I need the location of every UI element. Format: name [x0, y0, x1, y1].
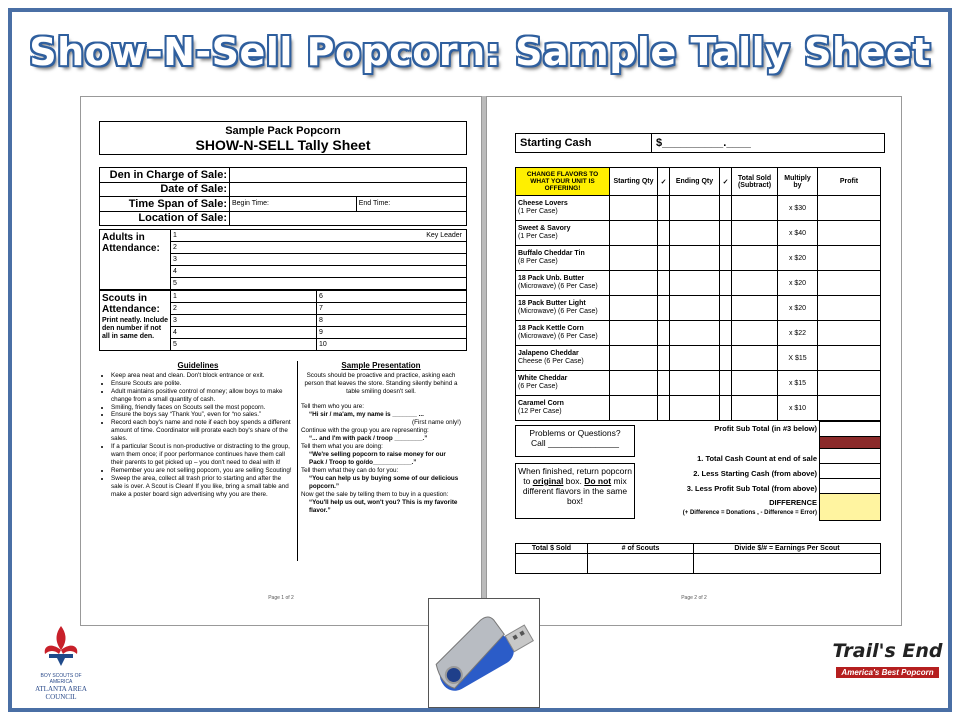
presentation-step: Tell them what you are doing: — [301, 443, 383, 450]
presentation-step: Continue with the group you are representing: — [301, 427, 429, 434]
guidelines — [103, 362, 293, 498]
scouts-count-field[interactable] — [588, 554, 694, 574]
adult-row-5[interactable]: 5 — [170, 278, 466, 290]
sample-presentation — [301, 362, 461, 515]
presentation-quote: “You can help us by buying some of our delicious popcorn.” — [309, 475, 459, 490]
presentation-title: Sample Presentation — [341, 361, 421, 370]
brand-name: Trail's End — [832, 640, 943, 662]
tally-sheet-page-1 — [80, 96, 482, 626]
brand-tagline: America's Best Popcorn — [836, 667, 938, 678]
check-header: ✓ — [720, 168, 732, 196]
presentation-quote: “You'll help us out, won't you? This is my favorite flavor.” — [309, 499, 458, 514]
adults-label: Adults in Attendance: — [102, 232, 160, 254]
profit-total-field[interactable] — [820, 479, 881, 494]
trails-end-logo — [830, 640, 945, 700]
earnings-field[interactable] — [694, 554, 881, 574]
scouts-count-col: # of Scouts — [588, 544, 694, 554]
flavor-row: 18 Pack Unb. Butter (Microwave) (6 Per Case) x $20 — [516, 271, 881, 296]
difference-label: DIFFERENCE — [769, 498, 817, 507]
time-span-label: Time Span of Sale: — [100, 197, 230, 212]
begin-time-field[interactable]: Begin Time: — [230, 197, 357, 212]
multiply-header: Multiply by — [778, 168, 818, 196]
guideline-item: • Adult maintains positive control of money; allow boys to make change from a small quantity of cash. — [111, 388, 293, 404]
presentation-quote: “We're selling popcorn to raise money for our Pack / Troop to go/do___________.” — [309, 451, 446, 466]
scouts-section — [99, 290, 467, 351]
flavor-row: Jalapeno Cheddar Cheese (6 Per Case) X $15 — [516, 346, 881, 371]
location-field[interactable] — [230, 211, 467, 226]
presentation-step: Now get the sale by telling them to buy in a question: — [301, 491, 449, 498]
scout-row-4[interactable]: 4 9 — [170, 327, 466, 339]
date-field[interactable] — [230, 182, 467, 197]
guideline-item: • Record each boy's name and note if each boy spends a different amount of time. Coordinator will prorate each boy's share of the sales. — [111, 419, 293, 443]
adult-row-1[interactable]: 1 Key Leader — [170, 230, 466, 242]
flavor-row: Buffalo Cheddar Tin (8 Per Case) x $20 — [516, 246, 881, 271]
profit-subtotal-field[interactable] — [820, 422, 881, 437]
date-label: Date of Sale: — [100, 182, 230, 197]
flavor-row: Cheese Lovers (1 Per Case) x $30 — [516, 196, 881, 221]
council-logo — [30, 624, 92, 704]
total-sold-header: Total Sold (Subtract) — [732, 168, 778, 196]
den-label: Den in Charge of Sale: — [100, 168, 230, 183]
scouts-label: Scouts in Attendance: Print neatly. Include den number if not all in same den. — [102, 293, 168, 340]
presentation-quote: “Hi sir / ma'am, my name is _______ ... — [309, 411, 424, 418]
location-label: Location of Sale: — [100, 211, 230, 226]
sheet-header — [99, 121, 467, 155]
scouts-note: Print neatly. Include den number if not all in same den. — [102, 317, 168, 340]
column-divider — [297, 361, 298, 561]
difference-field[interactable] — [820, 494, 881, 521]
totals-table — [819, 421, 881, 521]
starting-cash-label: Starting Cash — [516, 134, 652, 152]
adult-row-4[interactable]: 4 — [170, 266, 466, 278]
presentation-quote: “... and I'm with pack / troop ________.” — [309, 435, 428, 442]
guideline-item: • Ensure the boys say “Thank You”, even for “no sales.” — [111, 411, 293, 419]
page-number: Page 2 of 2 — [681, 595, 707, 601]
total-sold-col: Total $ Sold — [516, 544, 588, 554]
flavor-row: White Cheddar (6 Per Case) x $15 — [516, 371, 881, 396]
council-small-text: BOY SCOUTS OF AMERICA — [40, 673, 82, 685]
less-profit-label: 3. Less Profit Sub Total (from above) — [686, 484, 817, 493]
starting-cash-field[interactable]: $__________.____ — [656, 137, 751, 149]
less-starting-cash-label: 2. Less Starting Cash (from above) — [693, 469, 817, 478]
tally-sheet-page-2 — [486, 96, 902, 626]
presentation-step: Tell them what they can do for you: — [301, 467, 399, 474]
difference-note: (+ Difference = Donations , - Difference = Error) — [682, 510, 817, 516]
sheet-header-line1: Sample Pack Popcorn — [225, 125, 341, 137]
guideline-item: • If a particular Scout is non-productive or distracting to the group, warn them once; if poor performance continues have them call their parents to get picked up – you don't need to deal with it! — [111, 443, 293, 467]
scout-row-5[interactable]: 5 10 — [170, 339, 466, 351]
total-sold-field[interactable] — [516, 554, 588, 574]
totals-labels — [637, 421, 817, 518]
guideline-item: • Ensure Scouts are polite. — [111, 380, 293, 388]
profit-subtotal-label: Profit Sub Total (in #3 below) — [714, 424, 817, 433]
flavor-row: Caramel Corn (12 Per Case) x $10 — [516, 396, 881, 421]
flavor-row: 18 Pack Kettle Corn (Microwave) (6 Per Case) x $22 — [516, 321, 881, 346]
earnings-col: Divide $/# = Earnings Per Scout — [694, 544, 881, 554]
flavor-row: 18 Pack Butter Light (Microwave) (6 Per Case) x $20 — [516, 296, 881, 321]
sheet-header-line2: SHOW-N-SELL Tally Sheet — [195, 137, 371, 153]
council-name-line1: ATLANTA AREA — [35, 685, 87, 693]
fleur-de-lis-icon — [41, 624, 81, 668]
guideline-item: • Sweep the area, collect all trash prior to starting and after the sale is over. A Scout is Clean! If you like, bring a small table and make a poster board sign advertising why you are there. — [111, 475, 293, 499]
adult-row-3[interactable]: 3 — [170, 254, 466, 266]
problems-box: Problems or Questions? Call _______________ — [515, 425, 635, 457]
scout-row-2[interactable]: 2 7 — [170, 303, 466, 315]
presentation-step: Tell them who you are: — [301, 403, 364, 410]
starting-cash-total-field[interactable] — [820, 464, 881, 479]
adults-section — [99, 229, 467, 290]
shaded-cell — [820, 437, 881, 449]
starting-cash-row — [515, 133, 885, 153]
key-leader-label: Key Leader — [426, 232, 462, 239]
check-header: ✓ — [658, 168, 670, 196]
sale-info-table — [99, 167, 467, 226]
usb-drive-image[interactable] — [428, 598, 540, 708]
scout-row-1[interactable]: 1 6 — [170, 291, 466, 303]
council-name-line2: COUNCIL — [45, 693, 77, 701]
scout-row-3[interactable]: 3 8 — [170, 315, 466, 327]
end-time-field[interactable]: End Time: — [356, 197, 466, 212]
den-field[interactable] — [230, 168, 467, 183]
guideline-item: • Remember you are not selling popcorn, you are selling Scouting! — [111, 467, 293, 475]
slide-title: Show-N-Sell Popcorn: Sample Tally Sheet — [29, 30, 931, 74]
return-popcorn-box: When finished, return popcorn to original box. Do not mix different flavors in the same box! — [515, 463, 635, 519]
page-number: Page 1 of 2 — [268, 595, 294, 601]
flavor-column-header: CHANGE FLAVORS TO WHAT YOUR UNIT IS OFFERING! — [516, 168, 610, 196]
guidelines-title: Guidelines — [177, 361, 219, 370]
presentation-intro: Scouts should be proactive and practice, asking each person that leaves the store. Standing silently behind a table smiling doesn't sell. — [304, 372, 458, 395]
profit-header: Profit — [818, 168, 881, 196]
total-cash-field[interactable] — [820, 449, 881, 464]
starting-qty-header: Starting Qty — [610, 168, 658, 196]
presentation-note: (First name only!) — [412, 419, 461, 426]
guideline-item: • Smiling, friendly faces on Scouts sell the most popcorn. — [111, 404, 293, 412]
flavor-table — [515, 167, 881, 421]
flavor-row: Sweet & Savory (1 Per Case) x $40 — [516, 221, 881, 246]
adult-row-2[interactable]: 2 — [170, 242, 466, 254]
total-cash-label: 1. Total Cash Count at end of sale — [697, 454, 817, 463]
guideline-item: • Keep area neat and clean. Don't block entrance or exit. — [111, 372, 293, 380]
earnings-table — [515, 543, 881, 574]
ending-qty-header: Ending Qty — [670, 168, 720, 196]
